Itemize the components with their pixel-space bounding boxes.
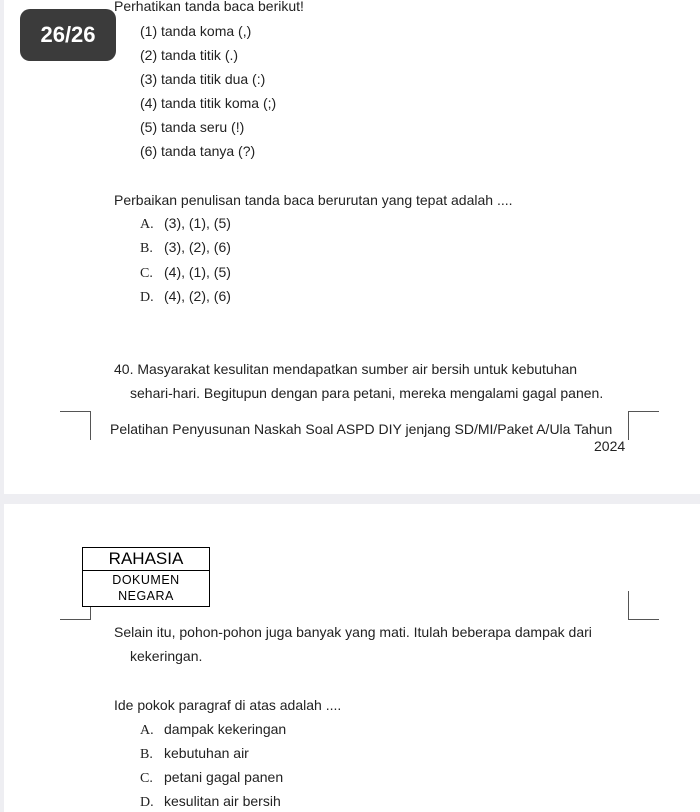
punctuation-item: (4) tanda titik koma (;): [140, 95, 277, 111]
punctuation-item: (5) tanda seru (!): [140, 119, 245, 135]
document-page-1: [4, 0, 700, 494]
option-text: (4), (2), (6): [164, 288, 231, 304]
punctuation-item: (3) tanda titik dua (:): [140, 71, 266, 87]
option-label: B.: [140, 241, 153, 256]
answer-option-c[interactable]: [140, 264, 231, 282]
confidential-stamp: [82, 547, 210, 607]
option-text: (4), (1), (5): [164, 264, 231, 280]
answer-option-b[interactable]: [140, 745, 249, 763]
paragraph-line1: Selain itu, pohon-pohon juga banyak yang mati. Itulah beberapa dampak dari: [114, 624, 592, 640]
option-text: kesulitan air bersih: [164, 793, 281, 809]
question-40-line1: 40. Masyarakat kesulitan mendapatkan sumber air bersih untuk kebutuhan: [114, 361, 578, 377]
answer-option-b[interactable]: [140, 239, 231, 257]
option-text: (3), (2), (6): [164, 239, 231, 255]
page-counter-badge: 26/26: [20, 9, 116, 61]
punctuation-item: (6) tanda tanya (?): [140, 143, 256, 159]
option-label: C.: [140, 771, 153, 786]
intro-text: Perhatikan tanda baca berikut!: [114, 0, 304, 14]
answer-option-a[interactable]: [140, 721, 286, 739]
paragraph-line2: kekeringan.: [130, 648, 203, 664]
option-label: A.: [140, 723, 154, 738]
option-label: D.: [140, 290, 154, 305]
option-label: B.: [140, 747, 153, 762]
option-text: kebutuhan air: [164, 745, 249, 761]
option-label: C.: [140, 266, 153, 281]
answer-option-a[interactable]: [140, 215, 231, 233]
answer-option-c[interactable]: [140, 769, 283, 787]
option-label: A.: [140, 217, 154, 232]
footer-text-line1: Pelatihan Penyusunan Naskah Soal ASPD DIY jenjang SD/MI/Paket A/Ula Tahun: [110, 421, 613, 437]
question-40-line2: sehari-hari. Begitupun dengan para petani, mereka mengalami gagal panen.: [130, 385, 604, 401]
option-text: (3), (1), (5): [164, 215, 231, 231]
stamp-line: NEGARA: [118, 589, 174, 603]
option-text: petani gagal panen: [164, 769, 284, 785]
punctuation-item: (2) tanda titik (.): [140, 47, 239, 63]
option-text: dampak kekeringan: [164, 721, 287, 737]
punctuation-item: (1) tanda koma (,): [140, 23, 252, 39]
stamp-line: DOKUMEN: [112, 573, 180, 587]
footer-text-line2: 2024: [594, 438, 626, 454]
question-text: Ide pokok paragraf di atas adalah ....: [114, 697, 342, 713]
stamp-title: RAHASIA: [83, 548, 209, 571]
crop-mark: [628, 591, 659, 620]
question-text: Perbaikan penulisan tanda baca berurutan yang tepat adalah ....: [114, 192, 513, 208]
crop-mark: [628, 411, 659, 440]
option-label: D.: [140, 795, 154, 810]
answer-option-d[interactable]: [140, 793, 281, 811]
answer-option-d[interactable]: [140, 288, 231, 306]
crop-mark: [60, 411, 91, 440]
